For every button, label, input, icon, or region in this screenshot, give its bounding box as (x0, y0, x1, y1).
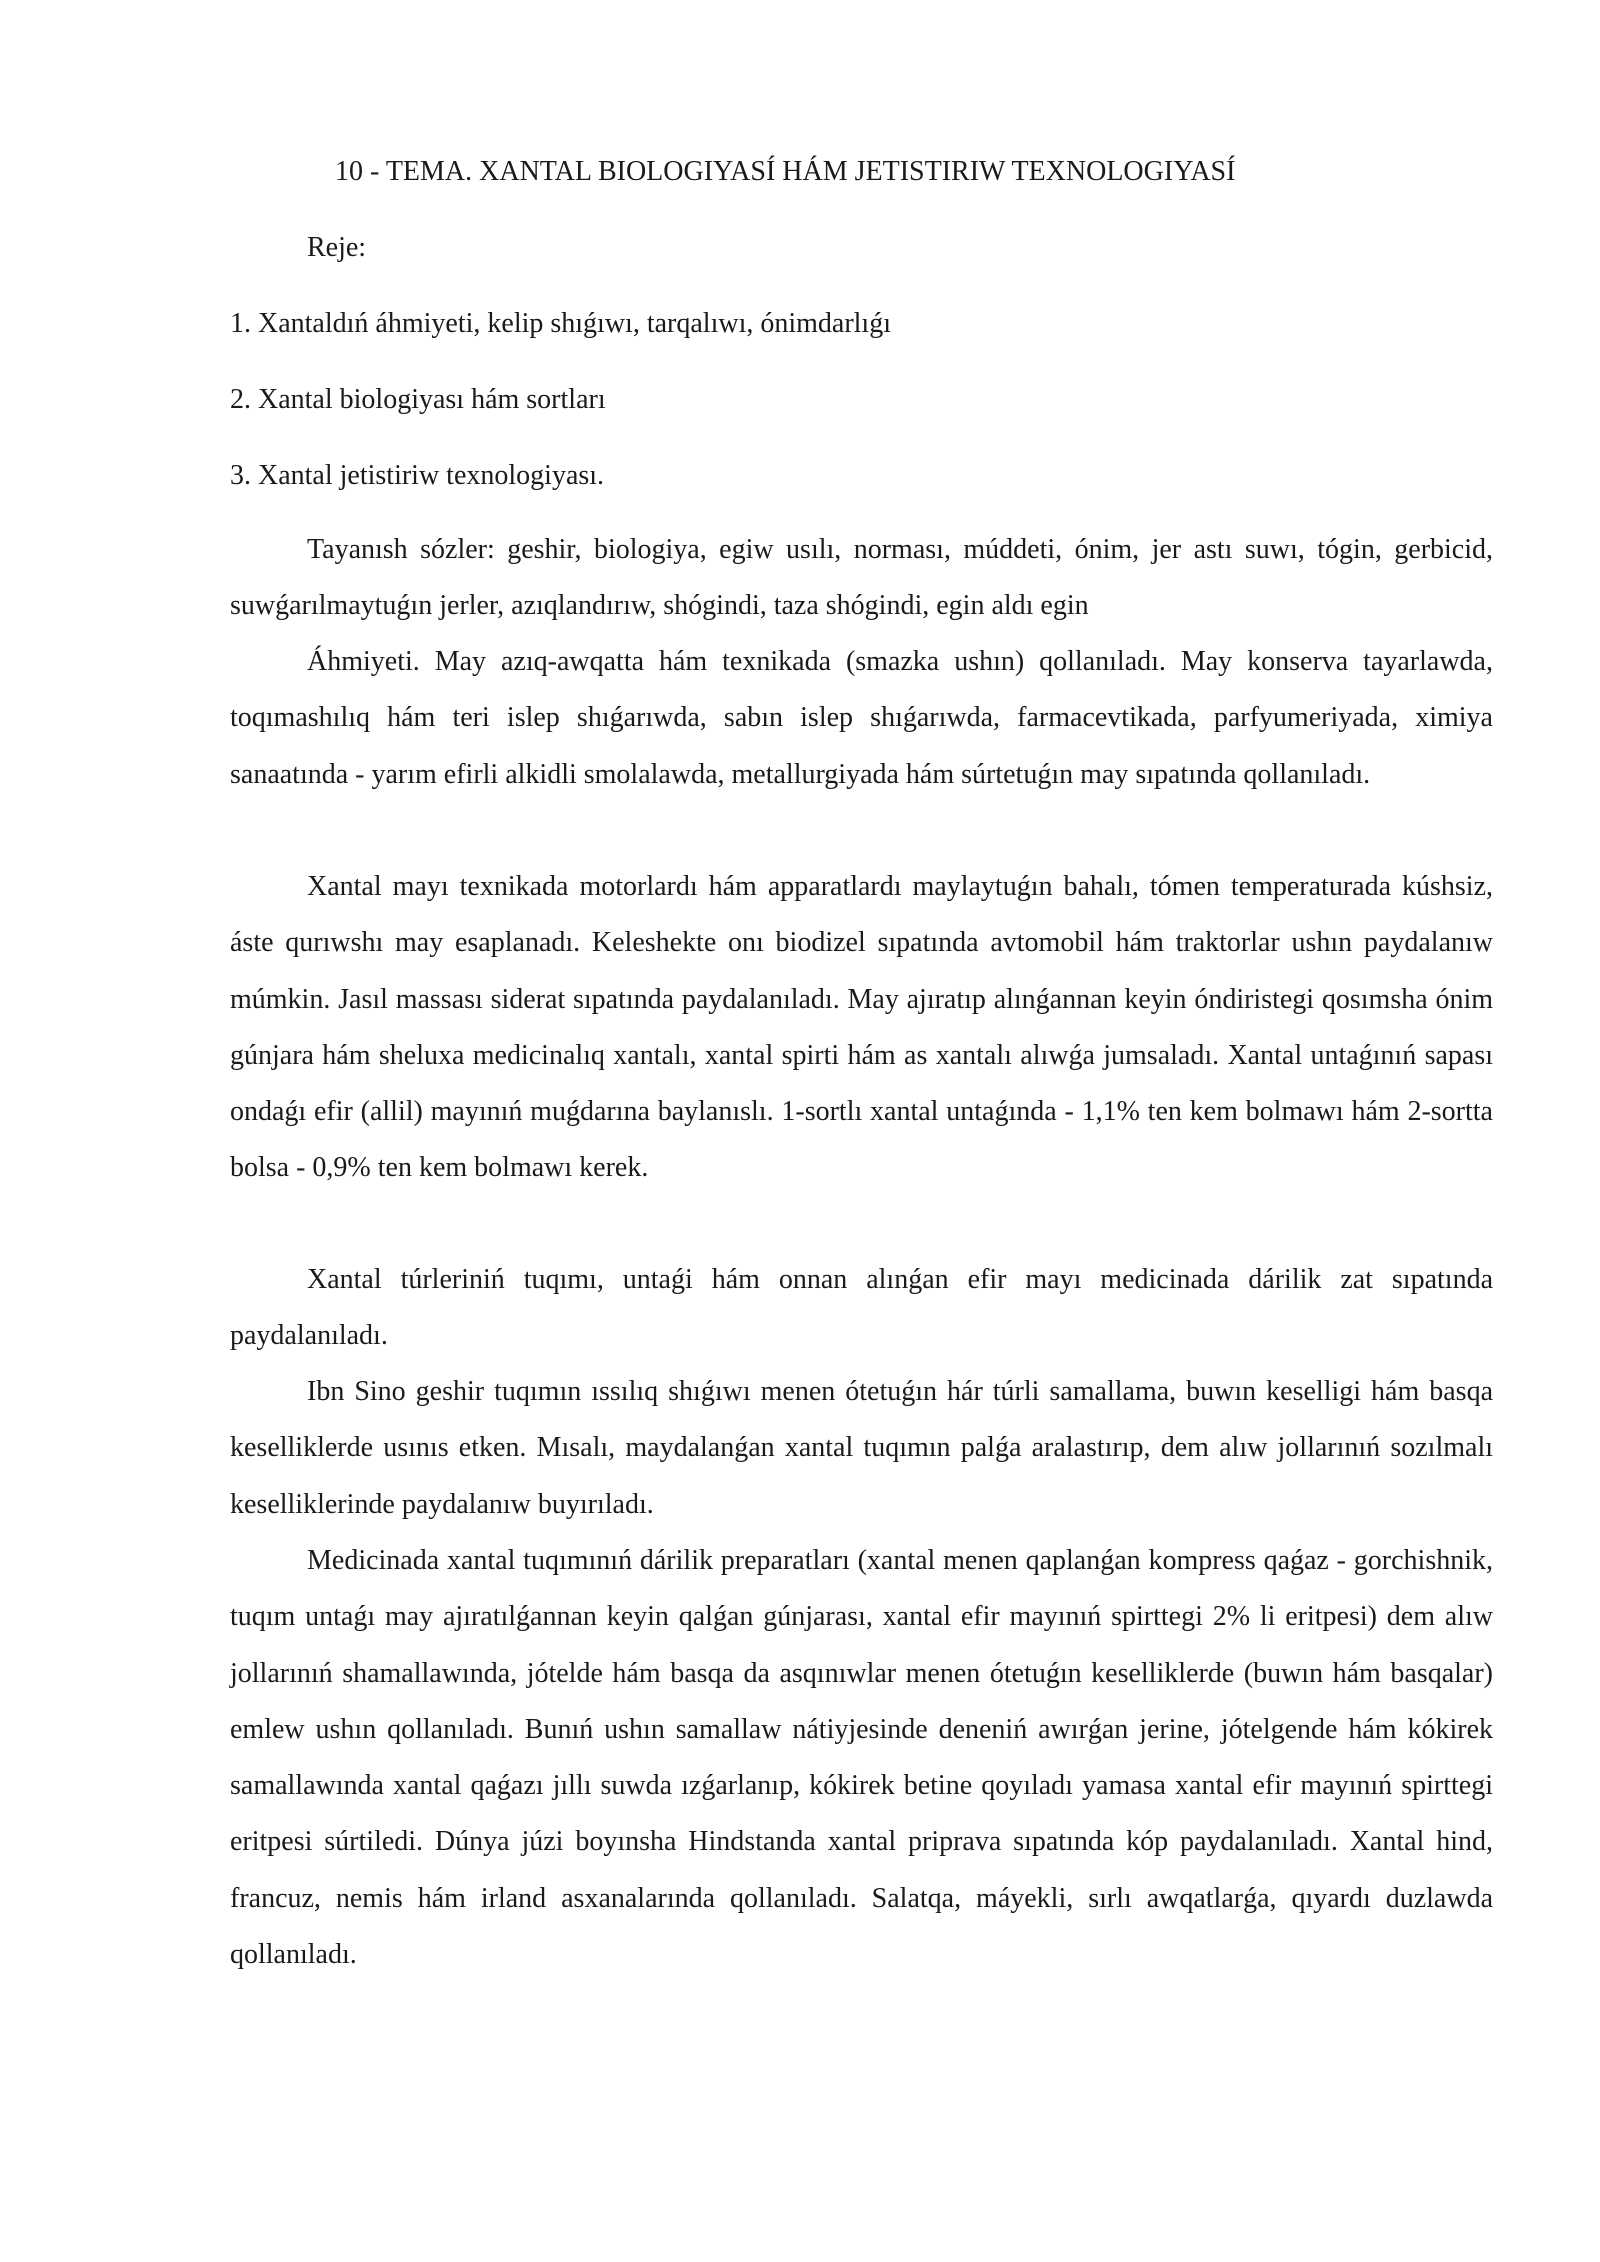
document-title: 10 - TEMA. XANTAL BIOLOGIYASÍ HÁM JETISTIRIW TEXNOLOGIYASÍ (335, 156, 1236, 187)
body-paragraph: Ibn Sino geshir tuqımın ıssılıq shıǵıwı menen ótetuǵın hár túrli samallama, buwın keselligi hám basqa keselliklerde usınıs etken. Mısalı, maydalanǵan xantal tuqımın palǵa aralastırıp, dem alıw jollarınıń sozılmalı keselliklerinde paydalanıw buyırıladı. (230, 1376, 1493, 1520)
plan-item: 1. Xantaldıń áhmiyeti, kelip shıǵıwı, tarqalıwı, ónimdarlıǵı (230, 308, 891, 339)
plan-heading: Reje: (307, 232, 367, 263)
body-paragraph: Xantal mayı texnikada motorlardı hám apparatlardı maylaytuǵın bahalı, tómen temperaturada kúshsiz, áste qurıwshı may esaplanadı. Keleshekte onı biodizel sıpatında avtomobil hám traktorlar ushın paydalanıw múmkin. Jasıl massası siderat sıpatında paydalanıladı. May ajıratıp alınǵannan keyin óndiristegi qosımsha ónim gúnjara hám sheluxa medicinalıq xantalı, xantal spirti hám as xantalı alıwǵa jumsaladı. Xantal untaǵınıń sapası ondaǵı efir (allil) mayınıń muǵdarına baylanıslı. 1-sortlı xantal untaǵında - 1,1% ten kem bolmawı hám 2-sortta bolsa - 0,9% ten kem bolmawı kerek. (230, 871, 1493, 1184)
body-paragraph: Áhmiyeti. May azıq-awqatta hám texnikada (smazka ushın) qollanıladı. May konserva tayarlawda, toqımashılıq hám teri islep shıǵarıwda, sabın islep shıǵarıwda, farmacevtikada, parfyumeriyada, ximiya sanaatında - yarım efirli alkidli smolalawda, metallurgiyada hám súrtetuǵın may sıpatında qollanıladı. (230, 646, 1493, 790)
plan-item: 3. Xantal jetistiriw texnologiyası. (230, 460, 605, 491)
body-paragraph: Medicinada xantal tuqımınıń dárilik preparatları (xantal menen qaplanǵan kompress qaǵaz - gorchishnik, tuqım untaǵı may ajıratılǵannan keyin qalǵan gúnjarası, xantal efir mayınıń spirttegi 2% li eritpesi) dem alıw jollarınıń shamallawında, jótelde hám basqa da asqınıwlar menen ótetuǵın keselliklerde (buwın hám basqalar) emlew ushın qollanıladı. Bunıń ushın samallaw nátiyjesinde deneniń awırǵan jerine, jótelgende hám kókirek samallawında xantal qaǵazı jıllı suwda ızǵarlanıp, kókirek betine qoyıladı yamasa xantal efir mayınıń spirttegi eritpesi súrtiledi. Dúnya júzi boyınsha Hindstanda xantal priprava sıpatında kóp paydalanıladı. Xantal hind, francuz, nemis hám irland asxanalarında qollanıladı. Salatqa, máyekli, sırlı awqatlarǵa, qıyardı duzlawda qollanıladı. (230, 1545, 1493, 1971)
body-paragraph: Xantal túrleriniń tuqımı, untaǵi hám onnan alınǵan efir mayı medicinada dárilik zat sıpatında paydalanıladı. (230, 1264, 1493, 1352)
plan-item: 2. Xantal biologiyası hám sortları (230, 384, 606, 415)
keywords-paragraph: Tayanısh sózler: geshir, biologiya, egiw usılı, norması, múddeti, ónim, jer astı suwı, tógin, gerbicid, suwǵarılmaytuǵın jerler, azıqlandırıw, shógindi, taza shógindi, egin aldı egin (230, 534, 1493, 622)
